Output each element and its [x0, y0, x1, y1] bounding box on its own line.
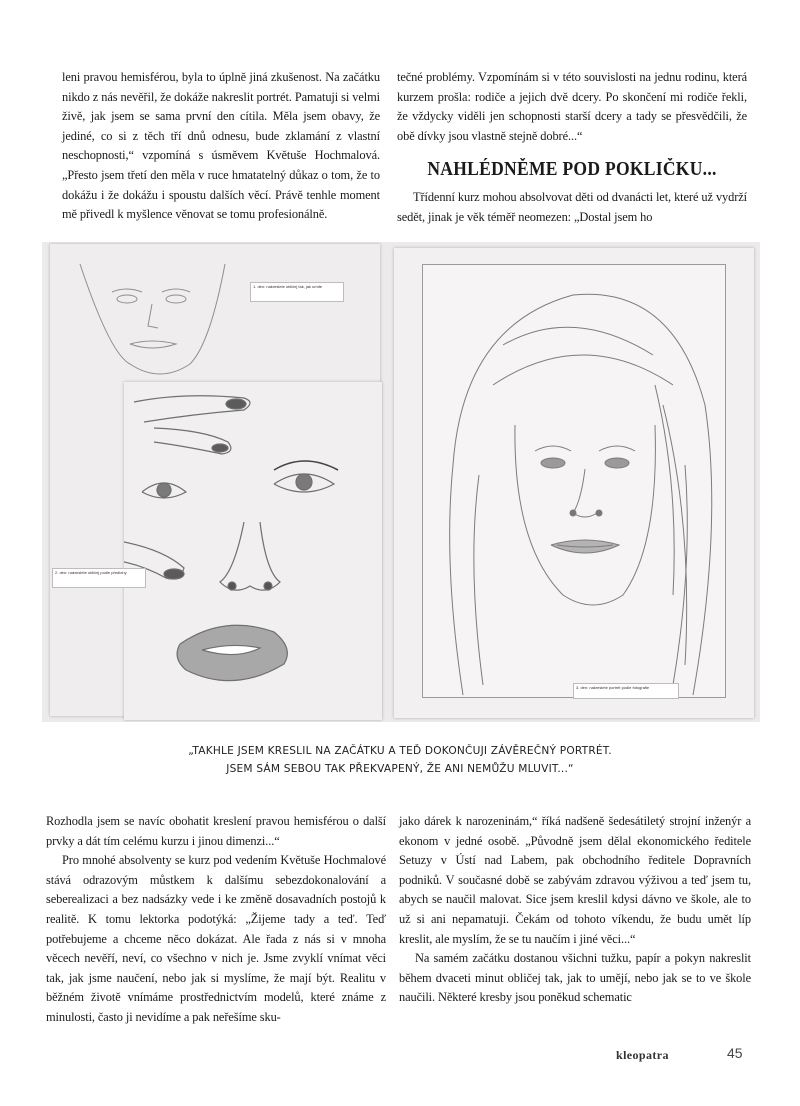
figure-caption — [140, 742, 660, 778]
section-heading: NAHLÉDNĚME POD POKLIČKU... — [427, 159, 717, 181]
portrait-drawing — [423, 265, 725, 697]
first-sketch-drawing — [50, 244, 380, 394]
article-column-top-left — [62, 68, 380, 225]
caption-line: „TAKHLE JSEM KRESLIL NA ZAČÁTKU A TEĎ DOKONČUJI ZÁVĚREČNÝ PORTRÉT. — [188, 745, 612, 757]
page-number: 45 — [727, 1045, 743, 1061]
paragraph: Třídenní kurz mohou absolvovat děti od dvanácti let, které už vydrží sedět, jinak je věk téměř neomezen: „Dostal jsem ho — [397, 189, 747, 224]
paragraph: Pro mnohé absolventy se kurz pod vedením Květuše Hochmalové stává odrazovým můstkem k dalšímu sebezdokonalování a seberealizaci a bez nadsázky vede i ke změně dosavadních postojů k realitě. K tomu lektorka podotýká: „Žijeme tady a teď. Teď potřebujeme a chceme něco dokázat. Ale řada z nás si v mnoha věcech nevěří, neví, co všechno v nich je. Jsme zvyklí vnímat věci tak, jak jsme naučení, nebo jak si myslíme, že mají být. Realitu v běžném životě vnímáme prostřednictvím modelů, které známe z minulosti, často ji nevidíme a pak neřešíme sku- — [46, 853, 386, 1024]
paragraph: Rozhodla jsem se navíc obohatit kreslení pravou hemisférou o další prvky a dát tím celému kurzu i jinou dimenzi...“ — [46, 814, 386, 848]
caption-line: JSEM SÁM SEBOU TAK PŘEKVAPENÝ, ŽE ANI NEMŮŽU MLUVIT...“ — [226, 763, 574, 775]
article-column-bottom-right — [399, 812, 751, 1008]
details-sketch-sheet — [55, 382, 382, 720]
instruction-note: 3. den: nakreslete portrét podle fotografie — [573, 683, 679, 699]
paragraph: Na samém začátku dostanou všichni tužku, papír a pokyn nakreslit během dvaceti minut obličej tak, jak to umějí, nebo jak se to ve škole naučili. Některé kresby jsou poněkud schematic — [399, 951, 751, 1005]
facial-details-drawing — [124, 382, 382, 720]
portrait-frame — [422, 264, 726, 698]
article-column-bottom-left — [46, 812, 386, 1028]
drawings-photo — [42, 242, 760, 722]
paragraph: tečné problémy. Vzpomínám si v této souvislosti na jednu rodinu, která kurzem prošla: rodiče a jejich dvě dcery. Po skončení mi rodiče řekli, že vždycky viděli jen schopnosti starší dcery a tady se přesvědčili, že obě dívky jsou vlastně stejně dobré...“ — [397, 70, 747, 143]
paragraph: jako dárek k narozeninám,“ říká nadšeně šedesátiletý strojní inženýr a ekonom v jedné osobě. „Původně jsem dělal ekonomického ředitele Setuzy v Ústí nad Labem, pak obchodního ředitele Dopravních podniků. V současné době se zabývám zdravou výživou a teď jsem tu, abych se naučil malovat. Sice jsem kreslil kdysi dávno ve škole, ale to už si ani nepamatuji. Čekám od tohoto víkendu, že budu umět líp kreslit, ale myslím, že se tu naučím i jiné věci...“ — [399, 814, 751, 946]
paragraph: leni pravou hemisférou, byla to úplně jiná zkušenost. Na začátku nikdo z nás nevěřil, že dokáže nakreslit portrét. Pamatuji si velmi živě, jak jsem se sama první den cítila. Měla jsem obavy, že jediné, co si z těch tří dnů odnesu, bude zklamání z vlastní neschopnosti,“ vzpomíná s úsměvem Květuše Hochmalová. „Přesto jsem třetí den měla v ruce hmatatelný důkaz o tom, že to dokážu i že dokážu i spoustu dalších věcí. Právě tenhle moment mě přivedl k myšlence věnovat se tomu profesionálně. — [62, 70, 380, 222]
instruction-note: 2. den: nakreslete obličej podle předlohy — [52, 568, 146, 588]
magazine-brand: kleopatra — [616, 1048, 669, 1062]
final-portrait-sheet — [394, 248, 754, 718]
instruction-note: 1. den: nakreslete obličej tak, jak umíte — [250, 282, 344, 302]
article-column-top-right — [397, 68, 747, 227]
